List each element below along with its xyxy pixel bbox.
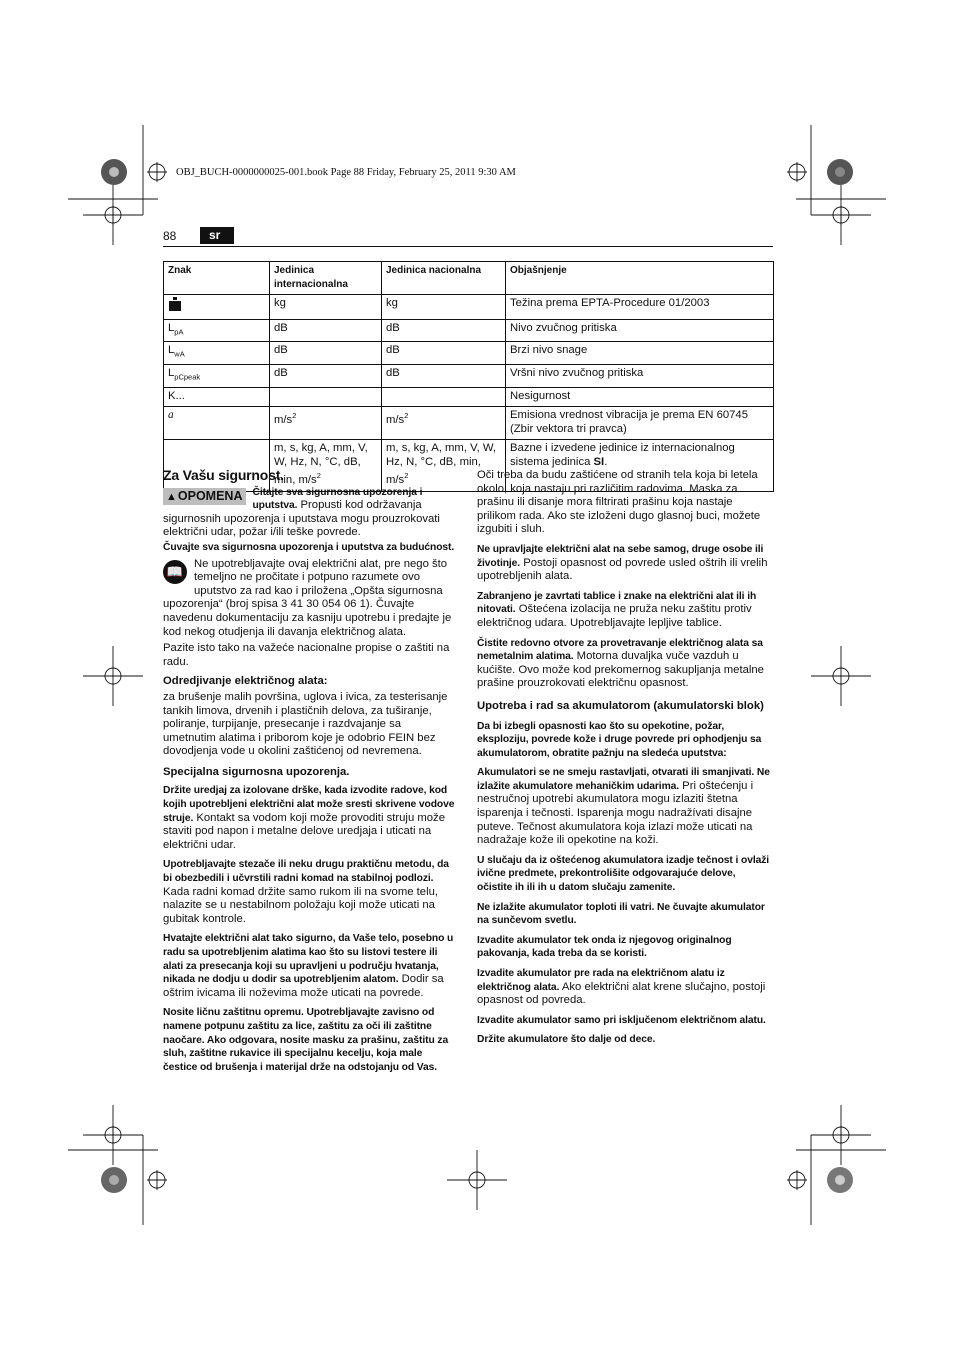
table-cell: Težina prema EPTA-Procedure 01/2003	[506, 295, 774, 320]
safety-text: Motorna duvaljka vuče vazduh u kućište. Ovo može kod prekomernog sakupljanja metalne prašine prouzrokovati električnu opasnost.	[477, 650, 764, 690]
safety-text: Kontakt sa vodom koji može provoditi struju može staviti pod napon i metalne delove uredjaja i uticati na električni udar.	[163, 811, 445, 851]
safety-text: Pri oštećenju i nestručnoj upotrebi akumulatora mogu izlaziti štetna isparenja i tečnosti. Isparenja mogu nadražívati disajne puteve. Tečnost akumulatora koja izlazi može uticati na nadražaje kože ili opekotine na koži.	[477, 779, 754, 847]
special-heading: Specijalna sigurnosna upozorenja.	[163, 765, 350, 778]
safety-bold: Zabranjeno je zavrtati tablice i znake na električni alat ili ih nitovati.	[477, 590, 757, 616]
table-header: Znak	[164, 262, 270, 295]
table-header: Jedinica internacionalna	[270, 262, 382, 295]
safety-bold: Ne upravljajte električni alat na sebe samog, druge osobe ili životinje.	[477, 543, 764, 569]
safety-paragraph	[477, 590, 773, 631]
unit-sup: 2	[404, 471, 409, 481]
left-column	[163, 469, 456, 1077]
warning-label: OPOMENA	[177, 488, 243, 503]
read-manual-text: Ne upotrebljavajte ovaj električni alat, pre nego što temeljno ne pročitate i potpuno razumete ovo uputstvo za rad kao i priložena „Opšta sigurnosna upozorenja“ (broj spisa 3 41 30 054 06 1). Čuvajte navedenu dokumentaciju za kasniju upotrebu i predajte je kod nekog otudjenja ili davanja električnog alata.	[163, 557, 452, 638]
battery-heading: Upotreba i rad sa akumulatorom (akumulatorski blok)	[477, 699, 764, 712]
table-row	[164, 295, 774, 320]
read-manual-paragraph	[163, 558, 456, 640]
table-cell: Nivo zvučnog pritiska	[506, 319, 774, 342]
safety-bold: Hvatajte električni alat tako sigurno, da Vaše telo, posebno u radu sa upotrebljenim alatima kao što su listovi testere ili alati za presecanja koji su upravljeni u području hvatanja, nikada ne dodju u dodir sa upotrebljenim alatom.	[163, 933, 454, 986]
symbol-sub: pCpeak	[174, 372, 201, 382]
table-cell	[164, 407, 270, 440]
unit-text: m/s	[274, 414, 293, 427]
unit-sup: 2	[404, 411, 409, 421]
safety-paragraph: Izvadite akumulator samo pri isključenom električnom alatu.	[477, 1014, 766, 1026]
safety-paragraph: Nosite ličnu zaštitnu opremu. Upotrebljavajte zavisno od namene potpunu zaštitu za lice, zaštitu za oči ili zaštitne naočare. Ako odgovara, nosite masku za prašinu, zaštitu za sluh, zaštitne rukavice ili specijalnu kecelju, koja male čestice od brušenja i materijal drže na odstojanju od Vas.	[163, 1007, 449, 1073]
safety-bold: Izvadite akumulator pre rada na električnom alatu iz električnog alata.	[477, 968, 725, 993]
table-cell	[382, 387, 506, 407]
table-cell: dB	[270, 319, 382, 342]
safety-bold: Držite uredjaj za izolovane drške, kada izvodite radove, kod kojih upotrebljeni električni alat može sresti skrivene vodove struje.	[163, 785, 455, 824]
table-header-row	[164, 262, 774, 295]
symbol-sub: pA	[174, 326, 184, 336]
table-cell: Emisiona vrednost vibracija je prema EN 60745 (Zbir vektora tri pravca)	[506, 407, 774, 440]
table-row	[164, 319, 774, 342]
language-tag: sr	[200, 227, 234, 244]
symbol-main: a	[168, 409, 174, 422]
safety-text: Oštećena izolacija ne pruža neku zaštitu protiv električnog udara. Upotrebljavajte lepljive tablice.	[477, 603, 752, 629]
table-row	[164, 407, 774, 440]
safety-paragraph	[163, 932, 456, 1000]
warning-badge	[163, 488, 246, 505]
safety-bold: Čistite redovno otvore za provetravanje električnog alata sa nemetalnim alatima.	[477, 637, 763, 663]
read-manual-icon: 📖	[163, 560, 187, 584]
table-cell	[164, 365, 270, 388]
warning-text: Propusti kod održavanja sigurnosnih upozorenja i uputstava mogu prouzrokovati električni udar, požar i/ili teške povrede.	[163, 499, 440, 539]
safety-text: Kada radni komad držite samo rukom ili na svome telu, nalazite se u nestabilnom položaju koji može uticati na gubitak kontrole.	[163, 885, 439, 925]
safety-paragraph	[477, 543, 773, 584]
unit-text: m, s, kg, A, mm, V, W, Hz, N, °C, dB, min, m/s	[386, 442, 497, 487]
safety-paragraph	[163, 858, 456, 926]
table-cell: dB	[270, 342, 382, 365]
table-row	[164, 387, 774, 407]
table-cell: K...	[164, 387, 270, 407]
units-table	[163, 261, 774, 492]
safety-paragraph: Oči treba da budu zaštićene od stranih tela koja bi letela okolo, koja nastaju pri različitim radovima. Maska za prašinu ili disanje mora filtrirati prašinu koja nastaje prilikom rada. Ako ste izloženi dugo glasnoj buci, možete izgubiti i sluh.	[477, 469, 761, 536]
safety-text: Postoji opasnost od povrede usled oštrih ili vrelih upotrebljenih alata.	[477, 556, 768, 583]
si-bold: SI	[593, 455, 605, 468]
keep-instructions: Čuvajte sva sigurnosna upozorenja i uputstva za budućnost.	[163, 541, 455, 553]
safety-paragraph	[477, 967, 773, 1008]
table-cell: dB	[382, 365, 506, 388]
table-header: Jedinica nacionalna	[382, 262, 506, 295]
symbol-main: L	[168, 344, 175, 357]
unit-text: m, s, kg, A, mm, V, W, Hz, N, °C, dB, min, m/s	[274, 442, 368, 487]
symbol-main: L	[168, 367, 175, 379]
table-cell: Nesigurnost	[506, 387, 774, 407]
table-cell: kg	[270, 295, 382, 320]
table-cell: dB	[382, 342, 506, 365]
warning-paragraph	[163, 486, 456, 540]
safety-paragraph: Držite akumulatore što dalje od dece.	[477, 1034, 656, 1046]
purpose-text: za brušenje malih površina, uglova i ivica, za testerisanje tankih limova, drvenih i plastičnih delova, za tuširanje, poliranje, turpijanje, presecanje i razdvajanje sa umetnutim alatima i priborom koje je odobrio FEIN bez dovodjenja vode u okolini zaštićenoj od nevremena.	[163, 690, 448, 758]
symbol-sub: wA	[174, 349, 185, 359]
symbol-main: L	[168, 321, 175, 334]
table-cell	[270, 407, 382, 440]
unit-sup: 2	[292, 411, 297, 421]
table-cell	[270, 387, 382, 407]
safety-paragraph: Izvadite akumulator tek onda iz njegovog originalnog pakovanja, kada treba da se koristi.	[477, 934, 732, 960]
safety-text: Dodir sa oštrim ivicama ili noževima može uticati na povrede.	[163, 973, 444, 999]
table-cell: Brzi nivo snage	[506, 342, 774, 365]
safety-bold: Akumulatori se ne smeju rastavljati, otvarati ili smanjivati. Ne izlažite akumulatore mehaničkim udarima.	[477, 767, 770, 792]
safety-paragraph	[163, 784, 456, 852]
safety-bold: Upotrebljavajte stezače ili neku drugu praktičnu metodu, da bi obezbedili i učvrstili radni komad na stabilnoj podlozi.	[163, 859, 449, 885]
unit-text: m/s	[386, 414, 405, 427]
unit-sup: 2	[316, 471, 321, 481]
safety-paragraph: U slučaju da iz oštećenog akumulatora izadje tečnost i ovlaži ivične predmete, prekontrolišite odgovarajuće delove, očistite ih ili ih u datom slučaju zamenite.	[477, 854, 770, 894]
table-row	[164, 342, 774, 365]
header-rule	[163, 246, 773, 247]
national-regulations: Pazite isto tako na važeće nacionalne propise o zaštiti na radu.	[163, 642, 450, 668]
table-row	[164, 365, 774, 388]
table-cell: dB	[270, 365, 382, 388]
table-cell: kg	[382, 295, 506, 320]
expl-text: Bazne i izvedene jedinice iz internacionalnog sistema jedinica	[510, 442, 735, 468]
page-number: 88	[163, 229, 177, 243]
right-column	[477, 469, 773, 1050]
table-cell	[382, 407, 506, 440]
table-cell: dB	[382, 319, 506, 342]
table-header: Objašnjenje	[506, 262, 774, 295]
table-cell: Vršni nivo zvučnog pritiska	[506, 365, 774, 388]
purpose-heading: Odredjivanje električnog alata:	[163, 675, 328, 688]
safety-paragraph: Ne izlažite akumulator toploti ili vatri. Ne čuvajte akumulator na sunčevom svetlu.	[477, 901, 765, 927]
table-cell	[164, 319, 270, 342]
expl-end: .	[604, 455, 608, 468]
safety-paragraph	[477, 766, 773, 848]
section-title: Za Vašu sigurnost.	[163, 467, 284, 483]
table-cell	[164, 342, 270, 365]
warning-bold: Čitajte sva sigurnosna upozorenja i uputstva.	[252, 486, 423, 512]
file-info: OBJ_BUCH-0000000025-001.book Page 88 Friday, February 25, 2011 9:30 AM	[176, 167, 516, 178]
weight-icon	[164, 295, 270, 320]
warning-triangle-icon: ▲	[166, 490, 177, 503]
safety-paragraph	[477, 637, 773, 691]
safety-text: Ako električni alat krene slučajno, postoji opasnost od povreda.	[477, 980, 766, 1007]
safety-paragraph: Da bi izbegli opasnosti kao što su opekotine, požar, eksploziju, povrede kože i druge povrede pri ophodjenju sa akumulatorom, obratite pažnju na sledeća uputstva:	[477, 720, 762, 759]
